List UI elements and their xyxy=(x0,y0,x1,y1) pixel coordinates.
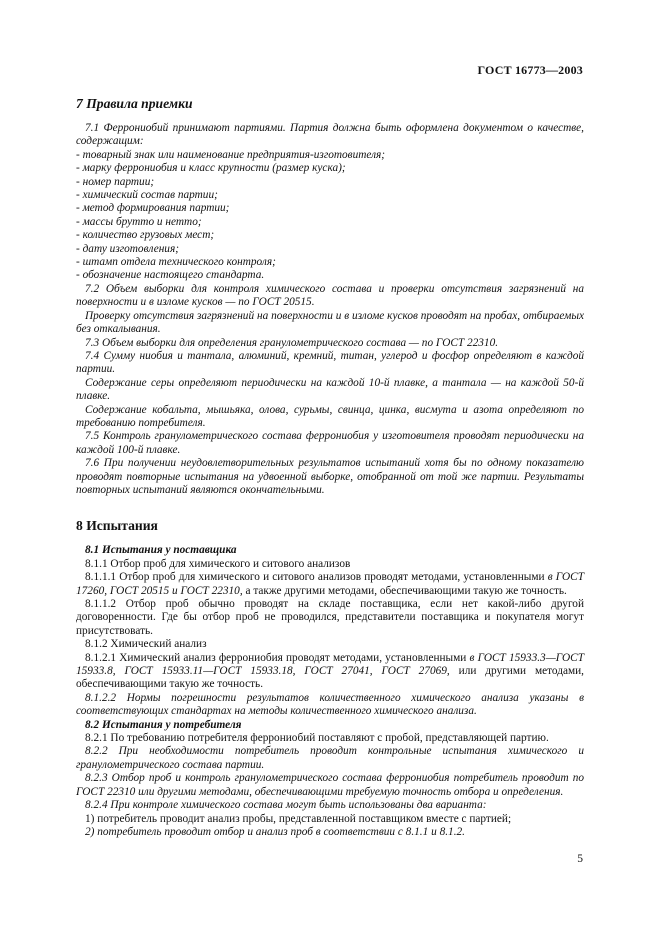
paragraph-7-4-sulfur: Содержание серы определяют периодически на каждой 10-й плавке, а тантала — на каждой 50-й плавке. xyxy=(76,376,584,403)
paragraph-8-2-4: 8.2.4 При контроле химического состава могут быть использованы два варианта: xyxy=(85,799,487,812)
paragraph-8-1-2-1-tail: или другими методами, обеспечивающими такую же точность. xyxy=(76,665,584,691)
paragraph-7-4: 7.4 Сумму ниобия и тантала, алюминий, кремний, титан, углерод и фосфор определяют в каждой партии. xyxy=(76,349,584,376)
paragraph-7-3: 7.3 Объем выборки для определения гранулометрического состава — по ГОСТ 22310. xyxy=(85,336,499,349)
paragraph-7-2-continued: Проверку отсутствия загрязнений на поверхности и в изломе кусков проводят на пробах, отбираемых без откалывания. xyxy=(76,309,584,336)
paragraph-8-1-1: 8.1.1 Отбор проб для химического и ситового анализов xyxy=(85,557,351,570)
list-item: - товарный знак или наименование предприятия-изготовителя; xyxy=(76,148,386,161)
subsection-8-2-heading: 8.2 Испытания у потребителя xyxy=(85,718,242,731)
document-number-header: ГОСТ 16773—2003 xyxy=(477,63,583,77)
paragraph-8-1-2-1-text: 8.1.2.1 Химический анализ феррониобия проводят методами, установленными xyxy=(85,651,470,664)
paragraph-7-6: 7.6 При получении неудовлетворительных результатов испытаний хотя бы по одному показателю проводят повторные испытания на удвоенной выборке, отобранной от той же партии. Результаты повторных испытаний являются окончательными. xyxy=(76,457,584,496)
list-item: - химический состав партии; xyxy=(76,189,218,202)
standards-reference: в ГОСТ 15933.3—ГОСТ 15933.8, ГОСТ 15933.11—ГОСТ 15933.18, ГОСТ 27041, ГОСТ 27069, xyxy=(76,651,584,678)
paragraph-8-1-1-1-tail: а также другими методами, обеспечивающими такую же точность. xyxy=(242,584,567,597)
page-number: 5 xyxy=(577,853,583,865)
paragraph-8-1-2: 8.1.2 Химический анализ xyxy=(85,638,207,651)
paragraph-8-2-1: 8.2.1 По требованию потребителя феррониобий поставляют с пробой, представляющей партию. xyxy=(85,732,549,745)
paragraph-7-1: 7.1 Феррониобий принимают партиями. Партия должна быть оформлена документом о качестве, содержащим: xyxy=(76,122,584,148)
list-item: - штамп отдела технического контроля; xyxy=(76,256,276,269)
paragraph-8-1-1-1-text: 8.1.1.1 Отбор проб для химического и ситового анализов проводят методами, установленными xyxy=(85,571,548,584)
section-7-heading: 7 Правила приемки xyxy=(76,96,193,111)
list-item: - марку феррониобия и класс крупности (размер куска); xyxy=(76,162,346,175)
list-item: - массы брутто и нетто; xyxy=(76,215,202,228)
list-item: - дату изготовления; xyxy=(76,242,179,255)
page-content xyxy=(76,95,584,839)
list-item: - количество грузовых мест; xyxy=(76,229,215,242)
list-item: - номер партии; xyxy=(76,175,155,188)
paragraph-8-2-2: 8.2.2 При необходимости потребитель проводит контрольные испытания химического и гранулометрического состава партии. xyxy=(76,745,584,771)
paragraph-8-1-2-2: 8.1.2.2 Нормы погрешности результатов количественного химического анализа указаны в соответствующих стандартах на методы количественного химического анализа. xyxy=(76,691,584,718)
paragraph-8-1-1-1 xyxy=(76,571,584,598)
paragraph-7-5: 7.5 Контроль гранулометрического состава феррониобия у изготовителя проводят периодически на каждой 100-й плавке. xyxy=(76,430,584,456)
option-1: 1) потребитель проводит анализ пробы, представленной поставщиком вместе с партией; xyxy=(85,812,512,825)
list-item: - метод формирования партии; xyxy=(76,202,230,215)
paragraph-8-1-2-1 xyxy=(76,652,584,692)
standards-reference: в ГОСТ 17260, ГОСТ 20515 и ГОСТ 22310, xyxy=(76,571,584,597)
paragraph-8-1-1-2: 8.1.1.2 Отбор проб обычно проводят на складе поставщика, если нет какой-либо другой договоренности. Где бы отбор проб не проводился, представители поставщика и покупателя могут присутствовать. xyxy=(76,598,584,637)
paragraph-7-4-cobalt: Содержание кобальта, мышьяка, олова, сурьмы, свинца, цинка, висмута и азота определяют по требованию потребителя. xyxy=(76,403,584,429)
paragraph-8-2-3: 8.2.3 Отбор проб и контроль гранулометрического состава феррониобия потребитель проводит по ГОСТ 22310 или другими методами, обеспечивающими требуемую точность отбора и определения. xyxy=(76,772,584,798)
paragraph-7-2: 7.2 Объем выборки для контроля химического состава и проверки отсутствия загрязнений на поверхности и в изломе кусков — по ГОСТ 20515. xyxy=(76,282,584,309)
option-2: 2) потребитель проводит отбор и анализ проб в соответствии с 8.1.1 и 8.1.2. xyxy=(85,825,465,838)
list-item: - обозначение настоящего стандарта. xyxy=(76,269,265,282)
subsection-8-1-heading: 8.1 Испытания у поставщика xyxy=(85,544,237,557)
section-8-heading: 8 Испытания xyxy=(76,518,158,534)
